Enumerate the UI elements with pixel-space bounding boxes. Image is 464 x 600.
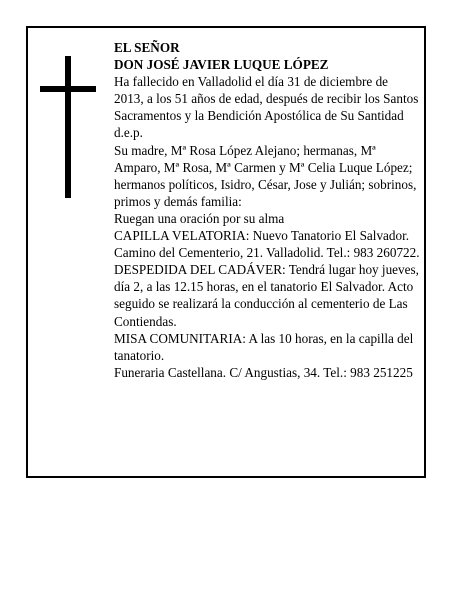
obituary-notice (26, 26, 426, 478)
prayer-request: Ruegan una oración por su alma (114, 210, 285, 226)
chapel-info: CAPILLA VELATORIA: Nuevo Tanatorio El Salvador. Camino del Cementerio, 21. Valladolid. Tel.: 983 260722. (114, 228, 420, 261)
cross-icon (40, 56, 96, 198)
family-list: Su madre, Mª Rosa López Alejano; hermanas, Mª Amparo, Mª Rosa, Mª Carmen y Mª Celia Luque López; hermanos políticos, Isidro, César, Jose y Julián; sobrinos, primos y demás familia: (114, 142, 417, 209)
notice-heading: EL SEÑOR (114, 40, 180, 55)
rip-text: d.e.p. (114, 125, 143, 141)
mass-info: MISA COMUNITARIA: A las 10 horas, en la capilla del tanatorio. (114, 330, 414, 363)
farewell-info: DESPEDIDA DEL CADÁVER: Tendrá lugar hoy jueves, día 2, a las 12.15 horas, en el tanatorio El Salvador. Acto seguido se realizará la conducción al cementerio de Las Contiendas. (114, 262, 419, 329)
cross-horizontal-bar (40, 86, 96, 92)
notice-text-block (114, 39, 420, 381)
deceased-name: DON JOSÉ JAVIER LUQUE LÓPEZ (114, 57, 329, 73)
cross-vertical-bar (65, 56, 71, 198)
death-info: Ha fallecido en Valladolid el día 31 de diciembre de 2013, a los 51 años de edad, después de recibir los Santos Sacramentos y la Bendición Apostólica de Su Santidad (114, 74, 419, 124)
funeral-home-info: Funeraria Castellana. C/ Angustias, 34. Tel.: 983 251225 (114, 364, 413, 380)
